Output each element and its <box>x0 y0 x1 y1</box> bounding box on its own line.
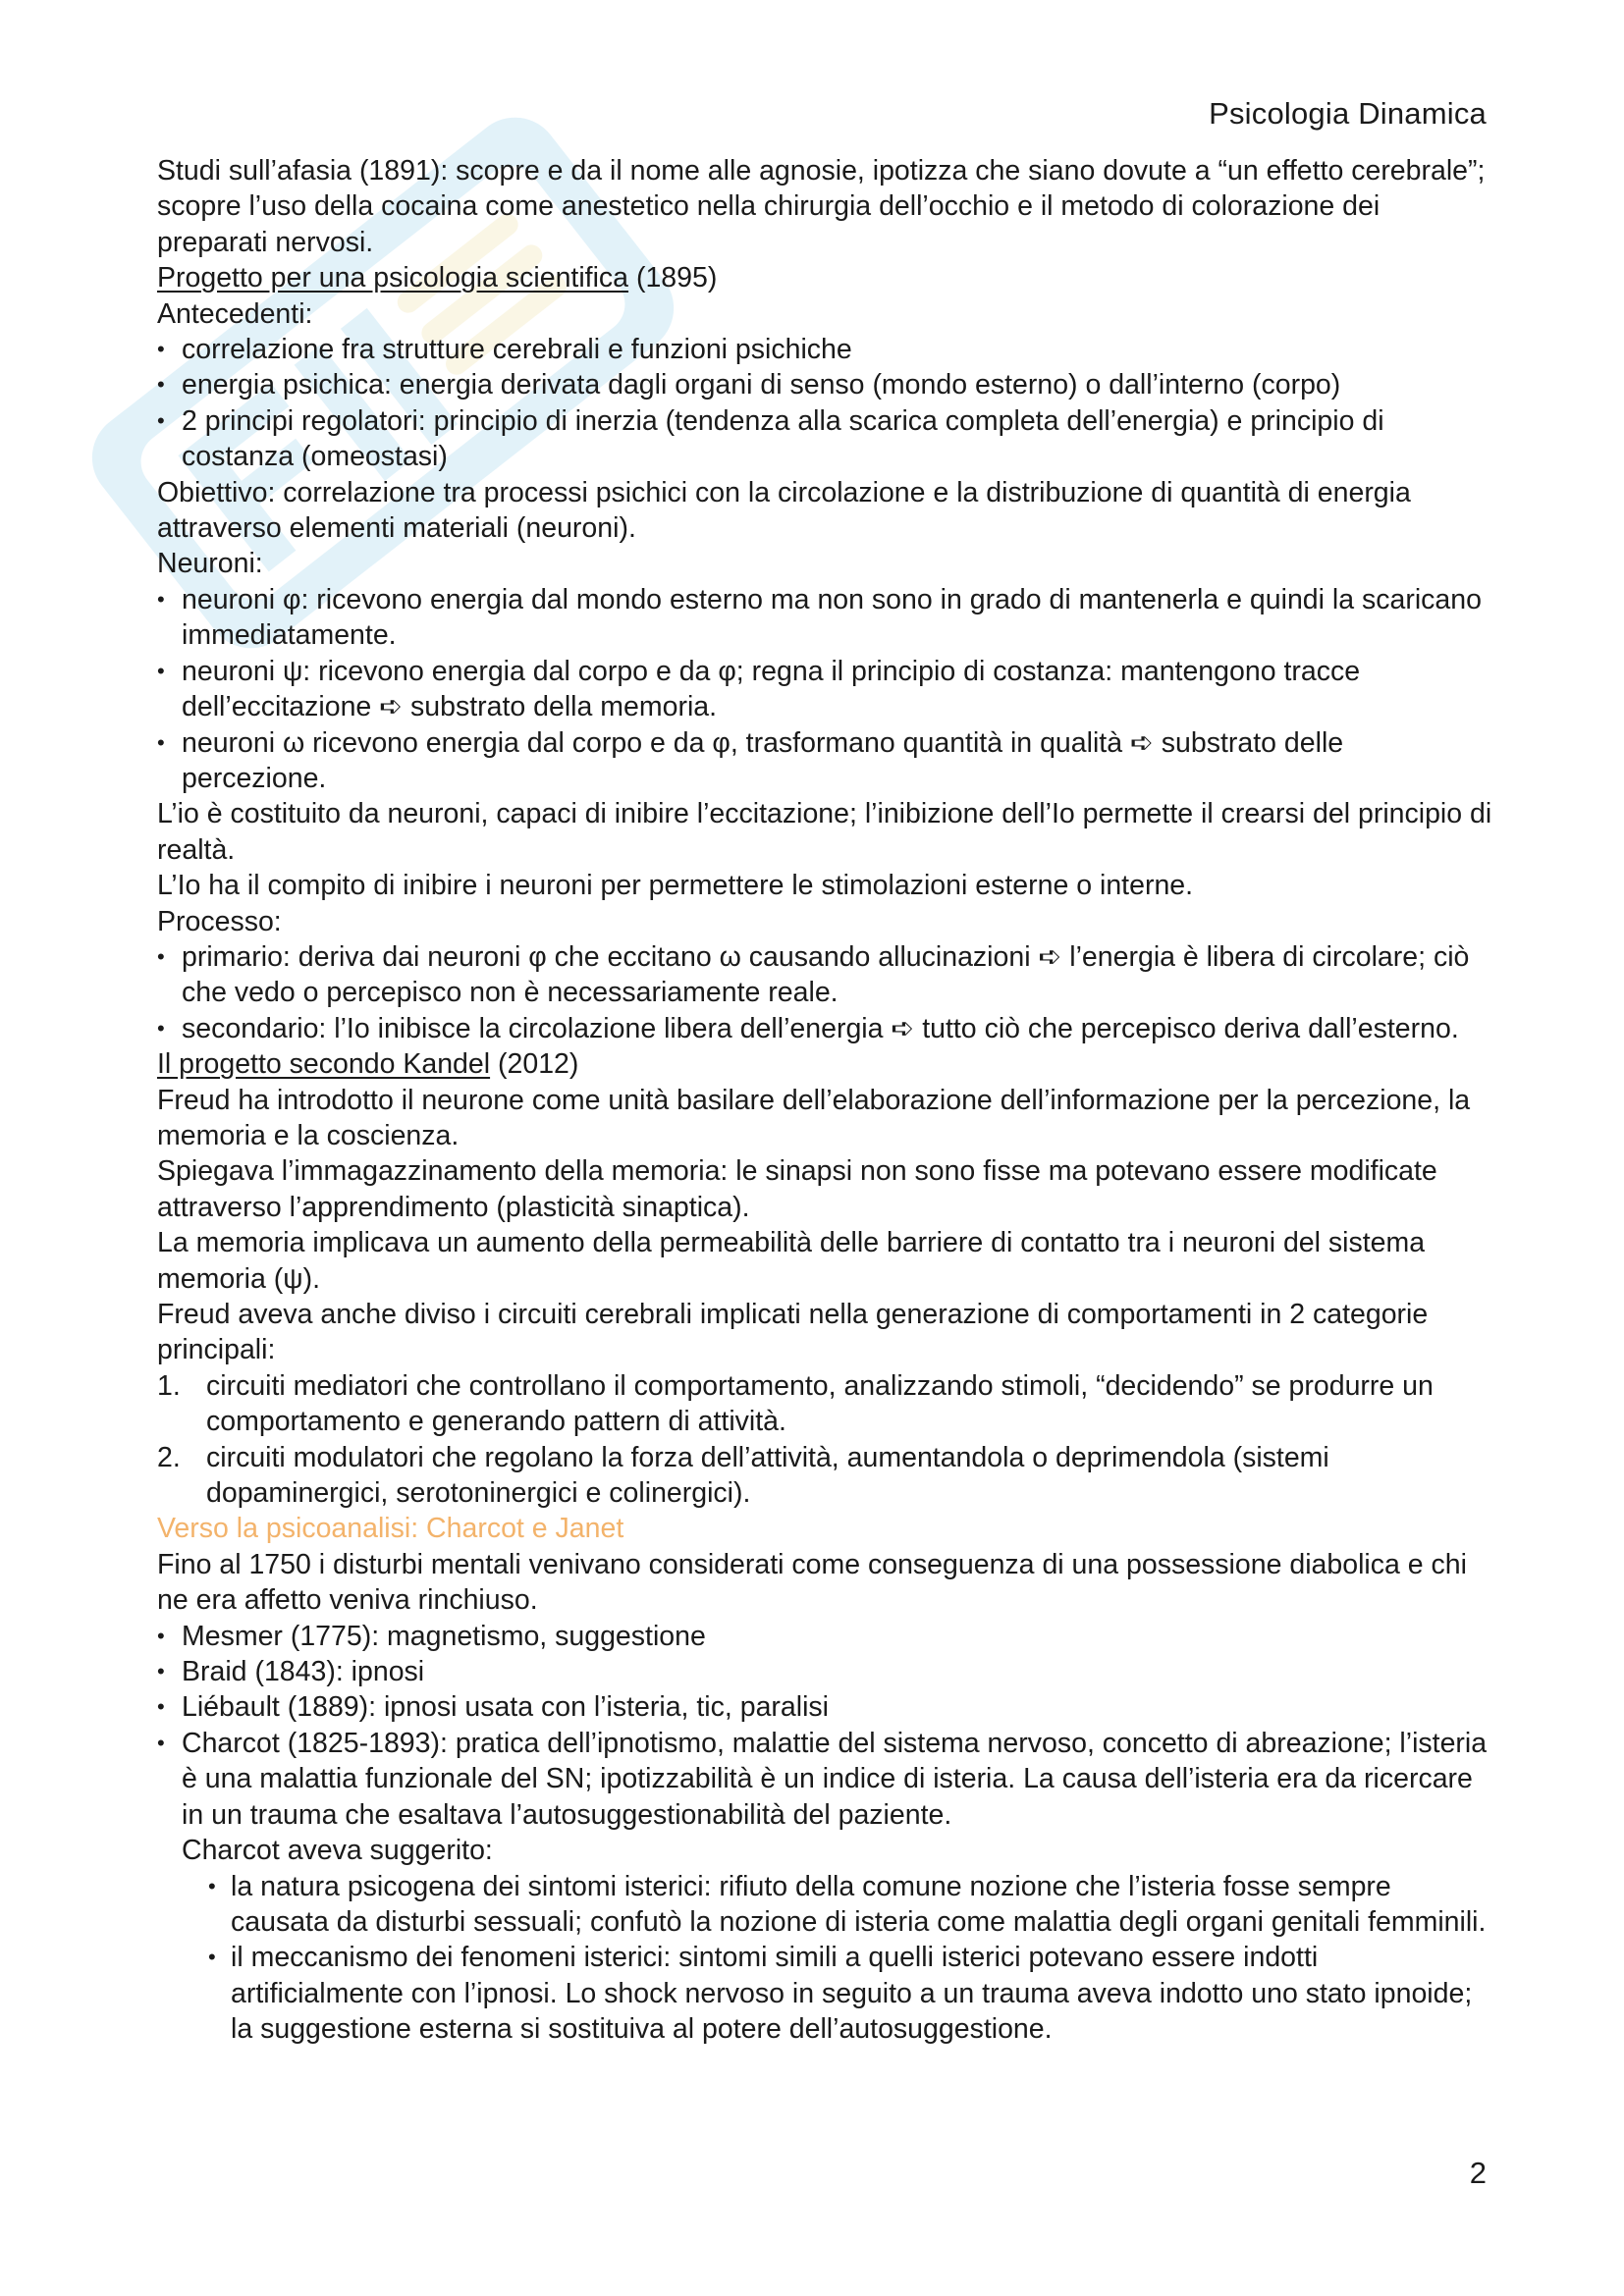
page-number: 2 <box>1469 2156 1487 2190</box>
heading-progetto-year: (1895) <box>628 262 718 294</box>
list-item: • 2 principi regolatori: principio di inerzia (tendenza alla scarica completa dell’energia) e principio di costanza (omeostasi) <box>157 403 1492 475</box>
list-item-charcot <box>157 1726 1492 2048</box>
paragraph-io-2: L’Io ha il compito di inibire i neuroni per permettere le stimolazioni esterne o interne. <box>157 870 1194 902</box>
list-item: • Braid (1843): ipnosi <box>157 1654 1492 1689</box>
heading-progetto-title: Progetto per una psicologia scientifica <box>157 262 629 294</box>
paragraph-kandel-2: Spiegava l’immagazzinamento della memoria: le sinapsi non sono fisse ma potevano essere modificate attraverso l’apprendimento (plasticità sinaptica). <box>157 1155 1437 1223</box>
page-body <box>157 153 1492 2048</box>
list-item: • neuroni ω ricevono energia dal corpo e da φ, trasformano quantità in qualità ➪ substrato delle percezione. <box>157 725 1492 797</box>
paragraph-kandel-4: Freud aveva anche diviso i circuiti cerebrali implicati nella generazione di comportamenti in 2 categorie principali: <box>157 1299 1429 1366</box>
paragraph-obiettivo: Obiettivo: correlazione tra processi psichici con la circolazione e la distribuzione di quantità di energia attraverso elementi materiali (neuroni). <box>157 476 1411 545</box>
charcot-suggerito-label: Charcot aveva suggerito: <box>182 1835 493 1867</box>
list-item-text: circuiti mediatori che controllano il comportamento, analizzando stimoli, “decidendo” se produrre un comportamento e generando pattern di attività. <box>206 1369 1434 1438</box>
list-neuroni <box>157 582 1492 796</box>
label-processo: Processo: <box>157 905 282 937</box>
list-circuiti <box>157 1368 1492 1512</box>
list-item: • Liébault (1889): ipnosi usata con l’isteria, tic, paralisi <box>157 1689 1492 1725</box>
list-item-text: circuiti modulatori che regolano la forza dell’attività, aumentandola o deprimendola (sistemi dopaminergici, serotoninergici e colinergici). <box>206 1441 1329 1510</box>
paragraph-afasia: Studi sull’afasia (1891): scopre e da il nome alle agnosie, ipotizza che siano dovute a “un effetto cerebrale”; scopre l’uso della cocaina come anestetico nella chirurgia dell’occhio e il metodo di colorazione dei preparati nervosi. <box>157 155 1486 258</box>
list-number: 1. <box>157 1369 181 1402</box>
paragraph-kandel-3: La memoria implicava un aumento della permeabilità delle barriere di contatto tra i neuroni del sistema memoria (ψ). <box>157 1227 1426 1295</box>
list-antecedenti <box>157 332 1492 475</box>
list-item-text: Charcot (1825-1893): pratica dell’ipnotismo, malattie del sistema nervoso, concetto di abreazione; l’isteria è una malattia funzionale del SN; ipotizzabilità è un indice di isteria. La causa dell’isteria era da ricercare in un trauma che esaltava l’autosuggestionabilità del paziente. <box>182 1727 1488 1831</box>
list-item: • neuroni ψ: ricevono energia dal corpo e da φ; regna il principio di costanza: mantengono tracce dell’eccitazione ➪ substrato della memoria. <box>157 654 1492 725</box>
paragraph-io-1: L’io è costituito da neuroni, capaci di inibire l’eccitazione; l’inibizione dell’Io permette il crearsi del principio di realtà. <box>157 798 1492 866</box>
list-charcot-sub <box>182 1869 1492 2048</box>
heading-kandel-title: Il progetto secondo Kandel <box>157 1048 491 1081</box>
list-autori <box>157 1619 1492 2048</box>
list-item: • primario: deriva dai neuroni φ che eccitano ω causando allucinazioni ➪ l’energia è libera di circolare; ciò che vedo o percepisco non è necessariamente reale. <box>157 939 1492 1011</box>
list-processo <box>157 939 1492 1046</box>
heading-kandel <box>157 1046 1492 1082</box>
paragraph-kandel-1: Freud ha introdotto il neurone come unità basilare dell’elaborazione dell’informazione per la percezione, la memoria e la coscienza. <box>157 1084 1471 1151</box>
label-antecedenti: Antecedenti: <box>157 297 313 330</box>
list-item <box>157 1440 1492 1512</box>
heading-progetto <box>157 260 1492 295</box>
heading-kandel-year: (2012) <box>490 1048 579 1081</box>
list-item: • correlazione fra strutture cerebrali e funzioni psichiche <box>157 332 1492 367</box>
list-item: • energia psichica: energia derivata dagli organi di senso (mondo esterno) o dall’interno (corpo) <box>157 367 1492 402</box>
label-neuroni: Neuroni: <box>157 548 263 580</box>
running-header: Psicologia Dinamica <box>1209 96 1487 131</box>
section-title-verso: Verso la psicoanalisi: Charcot e Janet <box>157 1513 624 1545</box>
paragraph-verso-1: Fino al 1750 i disturbi mentali venivano considerati come conseguenza di una possessione diabolica e chi ne era affetto veniva rinchiuso. <box>157 1548 1467 1617</box>
list-item: • il meccanismo dei fenomeni isterici: sintomi simili a quelli isterici potevano essere indotti artificialmente con l’ipnosi. Lo shock nervoso in seguito a un trauma aveva indotto uno stato ipnoide; la suggestione esterna si sostituiva al potere dell’autosuggestione. <box>206 1940 1492 2047</box>
list-item: • la natura psicogena dei sintomi isterici: rifiuto della comune nozione che l’isteria fosse sempre causata da disturbi sessuali; confutò la nozione di isteria come malattia degli organi genitali femminili. <box>206 1869 1492 1941</box>
list-item: • secondario: l’Io inibisce la circolazione libera dell’energia ➪ tutto ciò che percepisco deriva dall’esterno. <box>157 1011 1492 1046</box>
list-number: 2. <box>157 1441 181 1473</box>
list-item <box>157 1368 1492 1440</box>
list-item: • neuroni φ: ricevono energia dal mondo esterno ma non sono in grado di mantenerla e quindi la scaricano immediatamente. <box>157 582 1492 654</box>
list-item: • Mesmer (1775): magnetismo, suggestione <box>157 1619 1492 1654</box>
